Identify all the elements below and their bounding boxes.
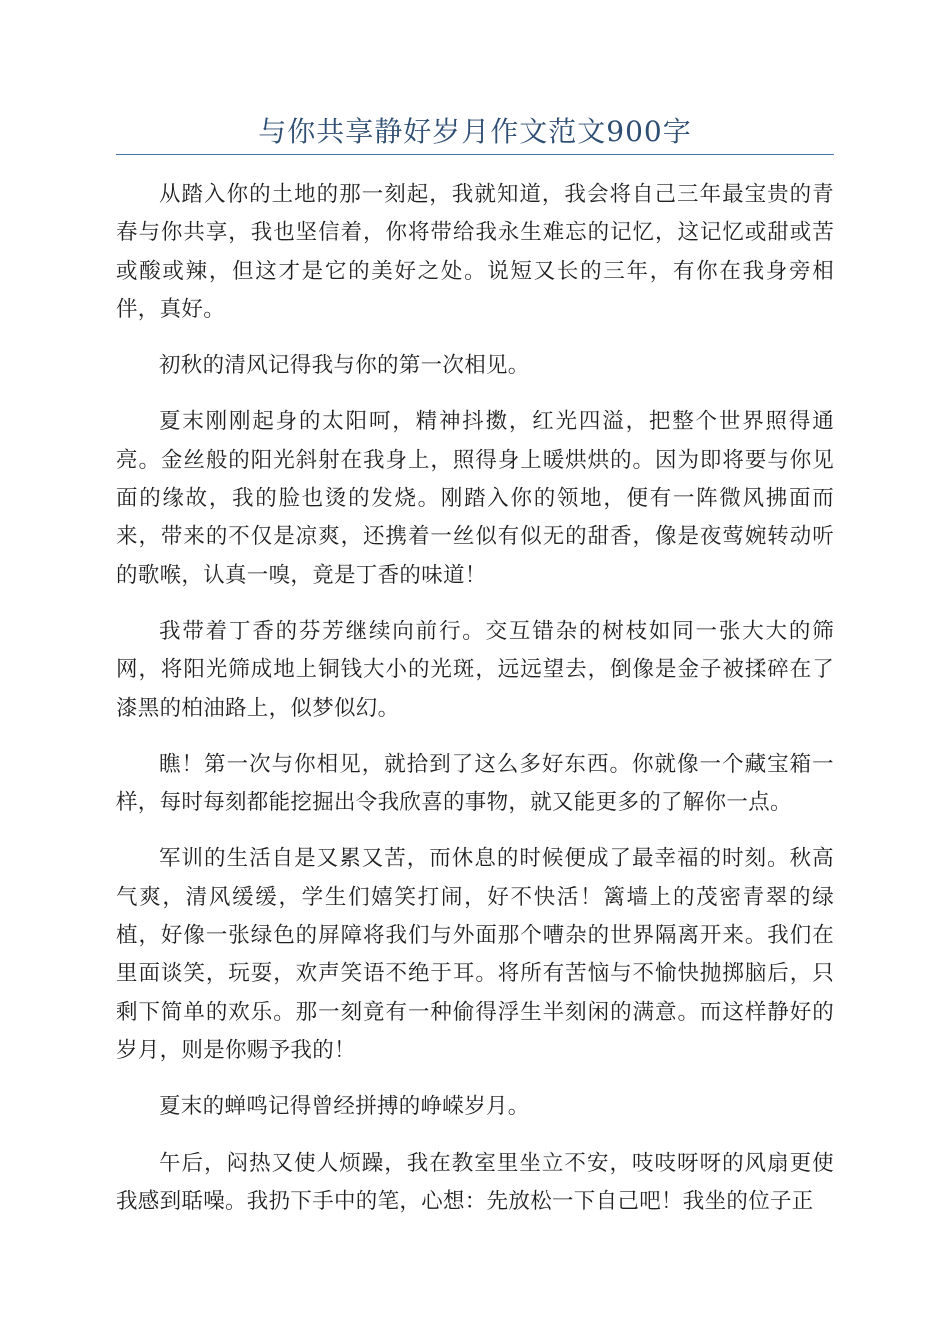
paragraph-7: 夏末的蝉鸣记得曾经拼搏的峥嵘岁月。	[159, 1094, 530, 1120]
document-title: 与你共享静好岁月作文范文900字	[258, 115, 692, 148]
paragraph-3: 夏末刚刚起身的太阳呵，精神抖擞，红光四溢，把整个世界照得通亮。金丝般的阳光斜射在我身上，照得身上暖烘烘的。因为即将要与你见面的缘故，我的脸也烫的发烧。刚踏入你的领地，便有一阵微风拂面而来，带来的不仅是凉爽，还携着一丝似有似无的甜香，像是夜莺婉转动听的歌喉，认真一嗅，竟是丁香的味道！	[116, 409, 834, 588]
paragraph-4: 我带着丁香的芬芳继续向前行。交互错杂的树枝如同一张大大的筛网，将阳光筛成地上铜钱大小的光斑，远远望去，倒像是金子被揉碎在了漆黑的柏油路上，似梦似幻。	[116, 618, 834, 721]
paragraph-5: 瞧！第一次与你相见，就拾到了这么多好东西。你就像一个藏宝箱一样，每时每刻都能挖掘出令我欣喜的事物，就又能更多的了解你一点。	[116, 751, 834, 816]
paragraph-8: 午后，闷热又使人烦躁，我在教室里坐立不安，吱吱呀呀的风扇更使我感到聒噪。我扔下手中的笔，心想：先放松一下自己吧！我坐的位子正	[116, 1150, 834, 1214]
title-underline	[116, 154, 834, 155]
document-page	[116, 0, 834, 1344]
paragraph-2: 初秋的清风记得我与你的第一次相见。	[159, 353, 530, 379]
paragraph-6: 军训的生活自是又累又苦，而休息的时候便成了最幸福的时刻。秋高气爽，清风缓缓，学生们嬉笑打闹，好不快活！篱墙上的茂密青翠的绿植，好像一张绿色的屏障将我们与外面那个嘈杂的世界隔离开来。我们在里面谈笑，玩耍，欢声笑语不绝于耳。将所有苦恼与不愉快抛掷脑后，只剩下简单的欢乐。那一刻竟有一种偷得浮生半刻闲的满意。而这样静好的岁月，则是你赐予我的！	[116, 846, 834, 1063]
paragraph-1: 从踏入你的土地的那一刻起，我就知道，我会将自己三年最宝贵的青春与你共享，我也坚信着，你将带给我永生难忘的记忆，这记忆或甜或苦或酸或辣，但这才是它的美好之处。说短又长的三年，有你在我身旁相伴，真好。	[116, 182, 834, 322]
document-body	[116, 176, 834, 1221]
